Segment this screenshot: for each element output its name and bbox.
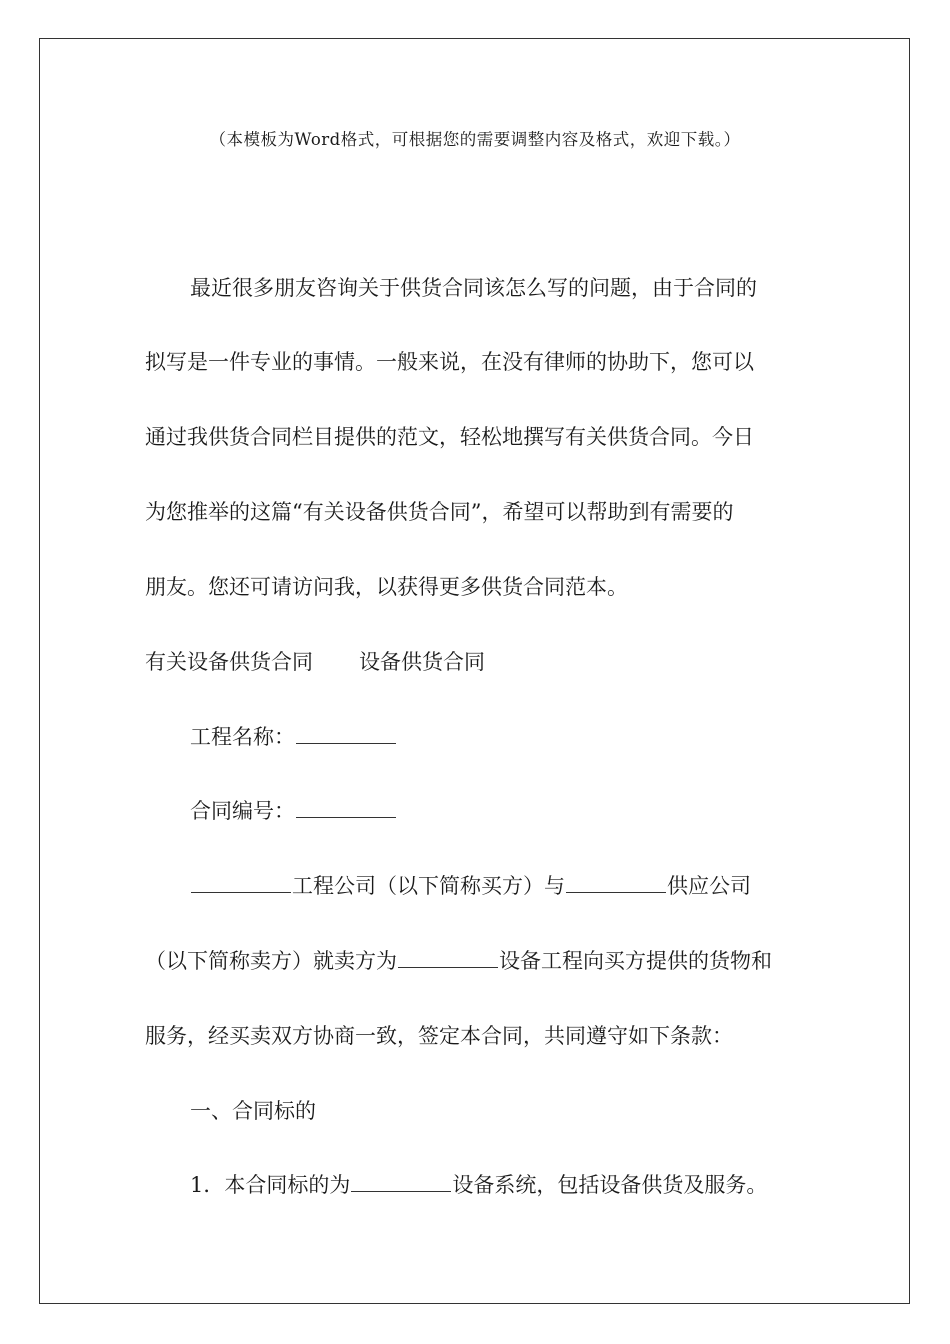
- project-name-blank: [296, 727, 396, 744]
- contract-heading-left: 有关设备供货合同: [145, 650, 313, 674]
- section-1-title: 一、合同标的: [190, 1099, 316, 1123]
- clause-1: [190, 1171, 767, 1199]
- intro-line-4: 为您推举的这篇“有关设备供货合同”，希望可以帮助到有需要的: [145, 500, 734, 524]
- seller-name-blank: [566, 876, 666, 893]
- parties-line-1: [190, 872, 751, 900]
- parties-line-1-text-a: 工程公司（以下简称买方）与: [292, 874, 565, 898]
- parties-line-3: 服务，经买卖双方协商一致，签定本合同，共同遵守如下条款：: [145, 1024, 733, 1048]
- clause-1-text-b: 设备系统，包括设备供货及服务。: [452, 1173, 768, 1197]
- buyer-name-blank: [191, 876, 291, 893]
- intro-line-5: 朋友。您还可请访问我，以获得更多供货合同范本。: [145, 575, 628, 599]
- contract-no-row: [190, 797, 397, 825]
- project-name-label: 工程名称：: [190, 725, 295, 749]
- project-name-row: [190, 723, 397, 751]
- parties-line-1-text-b: 供应公司: [667, 874, 751, 898]
- contract-no-label: 合同编号：: [190, 799, 295, 823]
- clause-1-text-a: 1．本合同标的为: [190, 1173, 351, 1197]
- parties-line-2-text-b: 设备工程向买方提供的货物和: [499, 949, 772, 973]
- intro-line-3: 通过我供货合同栏目提供的范文，轻松地撰写有关供货合同。今日: [145, 425, 754, 449]
- intro-line-2: 拟写是一件专业的事情。一般来说，在没有律师的协助下，您可以: [145, 350, 754, 374]
- contract-no-blank: [296, 801, 396, 818]
- template-note: （本模板为Word格式，可根据您的需要调整内容及格式，欢迎下载。）: [209, 130, 741, 149]
- parties-line-2-text-a: （以下简称卖方）就卖方为: [145, 949, 397, 973]
- equipment-system-blank: [351, 1175, 451, 1192]
- parties-line-2: [145, 947, 772, 975]
- intro-line-1: 最近很多朋友咨询关于供货合同该怎么写的问题，由于合同的: [190, 276, 757, 300]
- equipment-project-blank: [398, 951, 498, 968]
- contract-heading: [145, 648, 485, 676]
- contract-heading-right: 设备供货合同: [359, 650, 485, 674]
